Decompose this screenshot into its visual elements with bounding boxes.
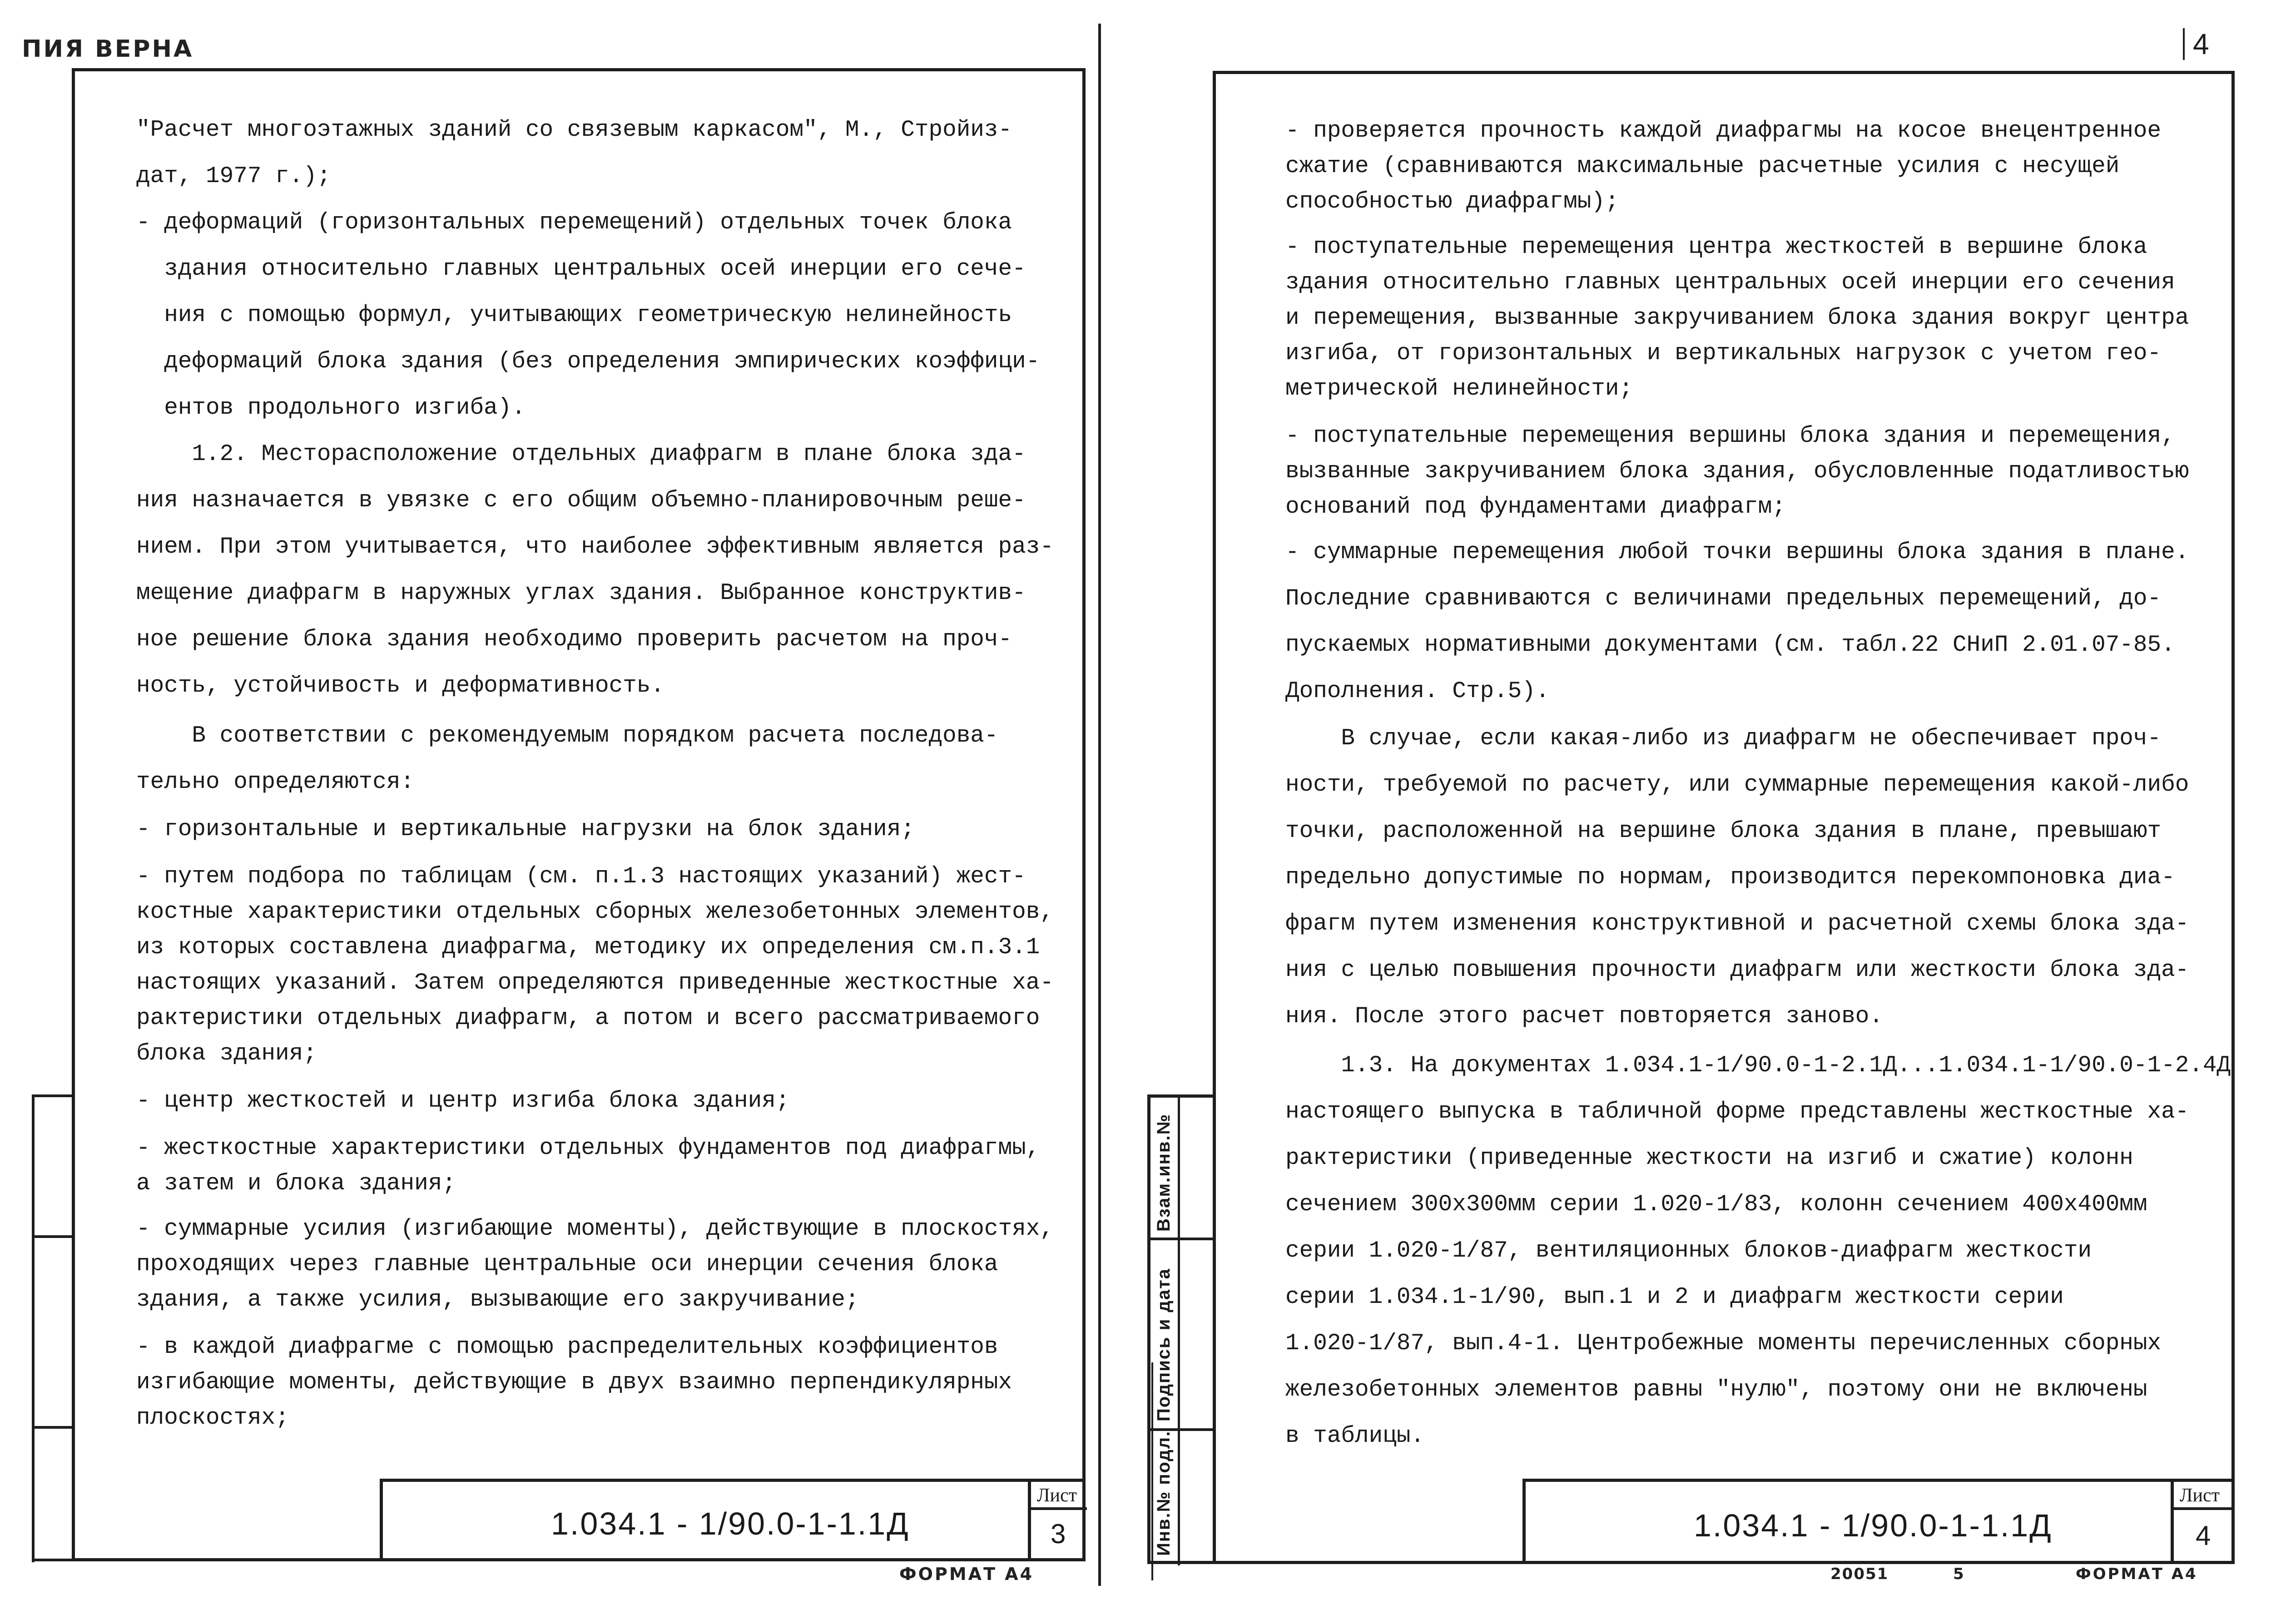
right-format-label: ФОРМАТ А4	[2076, 1565, 2198, 1583]
left-paragraph-7: - центр жесткостей и центр изгиба блока здания;	[136, 1088, 790, 1114]
bottom-copy-mark: 5	[1953, 1565, 1966, 1583]
bottom-number: 20051	[1830, 1565, 1889, 1583]
copy-verified-stamp: ПИЯ ВЕРНА	[22, 35, 194, 63]
right-paragraph-5: В случае, если какая-либо из диафрагм не обеспечивает проч- ности, требуемой по расчету, или суммарные перемещения какой-либо точки, расположенной на вершине блока здания в плане, превышают предельно допустимые по нормам, производится перекомпоновка диа- фрагм путем изменения конструктивной и расчетной схемы блока зда- ния с целью повышения прочности диафрагм или жесткости блока зда- ния. После этого расчет повторяется заново.	[1285, 726, 2189, 1030]
podpis-data-label: Подпись и дата	[1154, 1268, 1174, 1421]
left-paragraph-8: - жесткостные характеристики отдельных фундаментов под диафрагмы, а затем и блока здания;	[136, 1135, 1040, 1197]
left-margin-line	[32, 1094, 35, 1562]
left-format-label: ФОРМАТ А4	[899, 1564, 1034, 1584]
left-sheet-hdivider	[1028, 1507, 1087, 1510]
left-sheet-label: Лист	[1037, 1485, 1077, 1506]
right-paragraph-6: 1.3. На документах 1.034.1-1/90.0-1-2.1Д...1.034.1-1/90.0-1-2.4Д настоящего выпуска в табличной форме представлены жесткостные ха- рактеристики (приведенные жесткости на изгиб и сжатие) колонн сечением 300х300мм серии 1.020-1/83, колонн сечением 400х400мм серии 1.020-1/87, вентиляционных блоков-диафрагм жесткости серии 1.034.1-1/90, вып.1 и 2 и диафрагм жесткости серии 1.020-1/87, вып.4-1. Центробежные моменты перечисленных сборных железобетонных элементов равны "нулю", поэтому они не включены в таблицы.	[1285, 1053, 2231, 1449]
page-fold-line	[1098, 24, 1101, 1586]
right-paragraph-3: - поступательные перемещения вершины блока здания и перемещения, вызванные закручиванием блока здания, обусловленные податливостью оснований под фундаментами диафрагм;	[1285, 423, 2189, 520]
right-sheet-hdivider	[2171, 1507, 2234, 1510]
left-margin-tick-3	[32, 1426, 74, 1429]
right-sheet-label: Лист	[2180, 1485, 2220, 1506]
left-paragraph-3: 1.2. Месторасположение отдельных диафрагм в плане блока зда- ния назначается в увязке с его общим объемно-планировочным реше- нием. При этом учитывается, что наиболее эффективным является раз- мещение диафрагм в наружных углах здания. Выбранное конструктив- ное решение блока здания необходимо проверить расчетом на проч- ность, устойчивость и деформативность.	[136, 441, 1054, 699]
left-paragraph-2: - деформаций (горизонтальных перемещений) отдельных точек блока здания относительно главных центральных осей инерции его сече- ния с помощью формул, учитывающих геометрическую нелинейность деформаций блока здания (без определения эмпирических коэффици- ентов продольного изгиба).	[136, 210, 1040, 421]
right-paragraph-4: - суммарные перемещения любой точки вершины блока здания в плане. Последние сравниваются с величинами предельных перемещений, до- пускаемых нормативными документами (см. табл.22 СНиП 2.01.07-85. Дополнения. Стр.5).	[1285, 540, 2189, 704]
vzam-inv-label: Взам.инв.№	[1154, 1113, 1174, 1232]
left-margin-tick-2	[32, 1235, 74, 1238]
right-sheet-divider	[2171, 1482, 2174, 1562]
binding-strip-inner-line	[1178, 1098, 1180, 1565]
left-doc-code: 1.034.1 - 1/90.0-1-1.1Д	[551, 1506, 910, 1541]
right-paragraph-1: - проверяется прочность каждой диафрагмы на косое внецентренное сжатие (сравниваются максимальные расчетные усилия с несущей способностью диафрагмы);	[1285, 118, 2162, 215]
left-paragraph-4: В соответствии с рекомендуемым порядком расчета последова- тельно определяются:	[136, 723, 998, 795]
corner-tick	[2183, 28, 2185, 60]
left-paragraph-10: - в каждой диафрагме с помощью распределительных коэффициентов изгибающие моменты, действующие в двух взаимно перпендикулярных плоскостях;	[136, 1334, 1012, 1431]
right-doc-code: 1.034.1 - 1/90.0-1-1.1Д	[1694, 1508, 2053, 1543]
left-sheet-number: 3	[1051, 1519, 1066, 1549]
binding-strip-tick-1	[1150, 1238, 1215, 1240]
left-paragraph-6: - путем подбора по таблицам (см. п.1.3 настоящих указаний) жест- костные характеристики отдельных сборных железобетонных элементов, из которых составлена диафрагма, методику их определения см.п.3.1 настоящих указаний. Затем определяются приведенные жесткостные ха- рактеристики отдельных диафрагм, а потом и всего рассматриваемого блока здания;	[136, 864, 1054, 1067]
left-paragraph-9: - суммарные усилия (изгибающие моменты), действующие в плоскостях, проходящих через главные центральные оси инерции сечения блока здания, а также усилия, вызывающие его закручивание;	[136, 1216, 1054, 1313]
right-title-block	[1522, 1479, 2235, 1564]
left-paragraph-1: "Расчет многоэтажных зданий со связевым каркасом", М., Стройиз- дат, 1977 г.);	[136, 117, 1012, 189]
inv-podl-label: Инв.№ подл.	[1154, 1430, 1174, 1556]
right-sheet-number: 4	[2196, 1520, 2211, 1551]
left-sheet-divider	[1028, 1482, 1031, 1559]
left-title-block	[380, 1479, 1086, 1561]
left-margin-tick-1	[32, 1094, 74, 1097]
left-margin-tick-4	[32, 1559, 74, 1561]
right-paragraph-2: - поступательные перемещения центра жесткостей в вершине блока здания относительно главных центральных осей инерции его сечения и перемещения, вызванные закручиванием блока здания вокруг центра изгиба, от горизонтальных и вертикальных нагрузок с учетом гео- метрической нелинейности;	[1285, 234, 2189, 402]
corner-page-number: 4	[2193, 28, 2209, 60]
left-paragraph-5: - горизонтальные и вертикальные нагрузки на блок здания;	[136, 817, 915, 842]
